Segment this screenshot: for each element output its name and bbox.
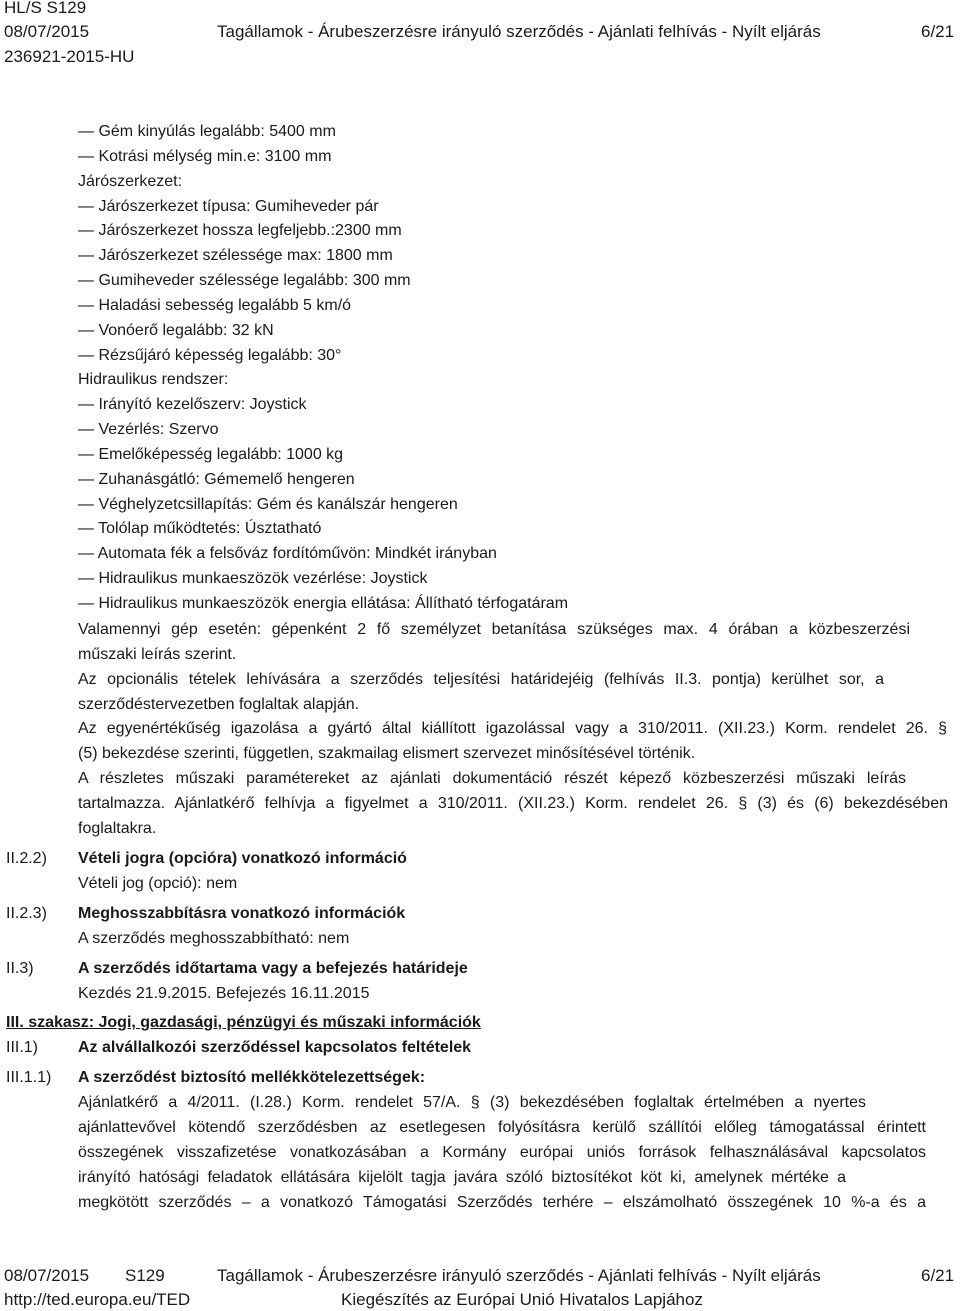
spec-item: — Vezérlés: Szervo [78,421,219,438]
footer-title: Tagállamok - Árubeszerzésre irányuló szerződés - Ajánlati felhívás - Nyílt eljárás [217,1266,821,1285]
spec-item: — Haladási sebesség legalább 5 km/ó [78,297,352,314]
section-heading-guarantees: A szerződést biztosító mellékkötelezettségek: [78,1069,426,1086]
spec-item: — Irányító kezelőszerv: Joystick [78,396,307,413]
spec-item: — Hidraulikus munkaeszözök vezérlése: Joystick [78,570,428,587]
footer-series: S129 [125,1266,165,1285]
header-series: HL/S S129 [4,0,87,17]
paragraph-training-line1: Valamennyi gép esetén: gépenként 2 fő személyzet betanítása szükséges max. 4 órában a közbeszerzési [78,621,910,638]
footer-url[interactable]: http://ted.europa.eu/TED [4,1290,191,1309]
section-number-ii22: II.2.2) [6,850,47,867]
paragraph-options-line1: Az opcionális tételek lehívására a szerződés teljesítési határidejéig (felhívás II.3. pontja) kerülhet sor, a [78,671,884,688]
paragraph-technical-line3: foglaltakra. [78,820,157,837]
section-number-ii3: II.3) [6,960,34,977]
spec-item: — Gém kinyúlás legalább: 5400 mm [78,123,336,140]
spec-item: — Rézsűjáró képesség legalább: 30° [78,347,342,364]
spec-item: — Járószerkezet hossza legfeljebb.:2300 mm [78,222,402,239]
section-heading-subcontract: Az alvállalkozói szerződéssel kapcsolatos feltételek [78,1039,472,1056]
spec-item: — Kotrási mélység min.e: 3100 mm [78,148,332,165]
paragraph-training-line2: műszaki leírás szerint. [78,646,237,663]
header-title: Tagállamok - Árubeszerzésre irányuló szerződés - Ajánlati felhívás - Nyílt eljárás [217,22,821,41]
part-iii-title: III. szakasz: Jogi, gazdasági, pénzügyi és műszaki információk [6,1014,481,1031]
spec-item: — Véghelyzetcsillapítás: Gém és kanálszár hengeren [78,496,458,513]
section-number-iii11: III.1.1) [6,1069,52,1086]
header-page-number: 6/21 [921,22,955,41]
section-text-duration: Kezdés 21.9.2015. Befejezés 16.11.2015 [78,985,370,1002]
paragraph-options-line2: szerződéstervezetben foglaltak alapján. [78,696,360,713]
paragraph-technical-line1: A részletes műszaki paramétereket az ajánlati dokumentáció részét képező közbeszerzési műszaki leírás [78,770,906,787]
section-number-iii1: III.1) [6,1039,39,1056]
guarantees-text-line4: irányító hatósági feladatok ellátására kijelölt tagja javára szóló biztosítékot köt ki, amelynek mértéke a [78,1169,846,1186]
paragraph-equivalence-line2: (5) bekezdése szerinti, független, szakmailag elismert szervezet minősítésével történik. [78,745,696,762]
section-text-option: Vételi jog (opció): nem [78,875,238,892]
spec-item: — Gumiheveder szélessége legalább: 300 mm [78,272,411,289]
spec-item: — Járószerkezet típusa: Gumiheveder pár [78,198,379,215]
paragraph-technical-line2: tartalmazza. Ajánlatkérő felhívja a figyelmet a 310/2011. (XII.23.) Korm. rendelet 26. § (3) és (6) bekezdésében [78,795,948,812]
spec-group-heading: Járószerkezet: [78,173,183,190]
paragraph-equivalence-line1: Az egyenértékűség igazolása a gyártó által kiállított igazolással vagy a 310/2011. (XII.23.) Korm. rendelet 26. § [78,720,947,737]
spec-item: — Tolólap működtetés: Úsztatható [78,520,322,537]
section-heading-duration: A szerződés időtartama vagy a befejezés határideje [78,960,468,977]
guarantees-text-line3: összegének visszafizetése vonatkozásában a Kormány európai uniós források felhasználásával kapcsolatos [78,1144,926,1161]
header-date: 08/07/2015 [4,22,90,41]
guarantees-text-line5: megkötött szerződés – a vonatkozó Támogatási Szerződés terhére – elszámolható összegének 10 %-a és a [78,1194,926,1211]
header-document-number: 236921-2015-HU [4,47,135,66]
spec-item: — Automata fék a felsőváz fordítóművön: Mindkét irányban [78,545,497,562]
footer-publisher: Kiegészítés az Európai Unió Hivatalos Lapjához [341,1290,703,1309]
section-number-ii23: II.2.3) [6,905,47,922]
footer-page-number: 6/21 [921,1266,955,1285]
spec-item: — Hidraulikus munkaeszözök energia ellátása: Állítható térfogatáram [78,595,569,612]
section-heading-option: Vételi jogra (opcióra) vonatkozó információ [78,850,407,867]
footer-date: 08/07/2015 [4,1266,90,1285]
spec-item: — Emelőképesség legalább: 1000 kg [78,446,344,463]
spec-item: — Járószerkezet szélessége max: 1800 mm [78,247,393,264]
section-text-extension: A szerződés meghosszabbítható: nem [78,930,350,947]
spec-item: — Vonóerő legalább: 32 kN [78,322,274,339]
guarantees-text-line1: Ajánlatkérő a 4/2011. (I.28.) Korm. rendelet 57/A. § (3) bekezdésében foglaltak értelmében a nyertes [78,1094,866,1111]
spec-group-heading: Hidraulikus rendszer: [78,371,229,388]
spec-item: — Zuhanásgátló: Gémemelő hengeren [78,471,355,488]
section-heading-extension: Meghosszabbításra vonatkozó információk [78,905,406,922]
guarantees-text-line2: ajánlattevővel kötendő szerződésben az esetlegesen folyósításra kerülő szállítói előleg támogatással érintett [78,1119,926,1136]
